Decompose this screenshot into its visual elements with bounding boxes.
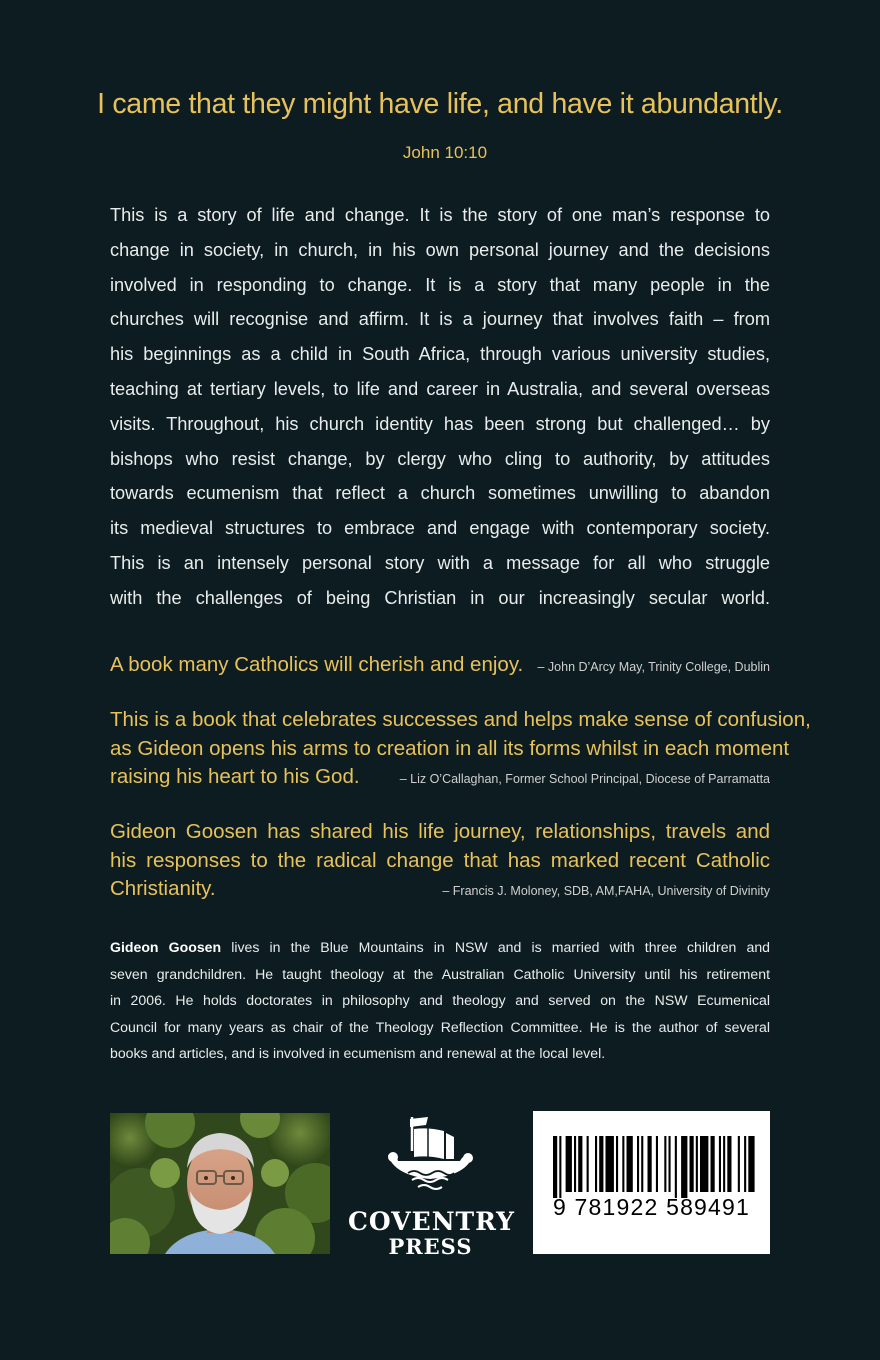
barcode-bar [599, 1136, 603, 1192]
blurb-line: its medieval structures to embrace and engage with contemporary society. [110, 518, 770, 539]
review-attribution: – Liz O’Callaghan, Former School Principal, Diocese of Parramatta [399, 772, 770, 786]
barcode-bar [711, 1136, 715, 1192]
book-blurb [110, 198, 770, 616]
publisher-logo [348, 1113, 513, 1258]
bio-line: Council for many years as chair of the Theology Reflection Committee. He is the author of several [110, 1018, 770, 1035]
blurb-line: with the challenges of being Christian in our increasingly secular world. [110, 587, 770, 608]
barcode-bar [627, 1136, 633, 1192]
blurb-line: churches will recognise and affirm. It is a journey that involves faith – from [110, 309, 770, 330]
barcode-bar [622, 1136, 624, 1192]
epigraph-quote: I came that they might have life, and have it abundantly. [97, 88, 783, 120]
barcode-bar [675, 1136, 677, 1198]
author-bio [110, 934, 770, 1067]
blurb-line: bishops who resist change, by clergy who cling to authority, by attitudes [110, 448, 770, 469]
blurb-line: towards ecumenism that reflect a church sometimes unwilling to abandon [110, 483, 770, 504]
barcode-bar [656, 1136, 658, 1192]
barcode-bar [595, 1136, 597, 1192]
review-text: Christianity. [110, 877, 216, 900]
barcode-bar [719, 1136, 721, 1192]
review-attribution: – John D’Arcy May, Trinity College, Dublin [537, 660, 770, 674]
barcode-bar [744, 1136, 746, 1192]
barcode-bar [696, 1136, 698, 1192]
barcode-bar [648, 1136, 652, 1192]
barcode-bar [578, 1136, 582, 1192]
review-text: raising his heart to his God. [110, 765, 360, 788]
blurb-line: his beginnings as a child in South Africa, through various university studies, [110, 344, 770, 365]
isbn-number: 9 781922 589491 [552, 1194, 751, 1220]
review-text: his responses to the radical change that has marked recent Catholic [110, 848, 770, 872]
review-text: Gideon Goosen has shared his life journey, relationships, travels and [110, 820, 770, 843]
barcode-bar [637, 1136, 639, 1192]
barcode-bar [606, 1136, 614, 1192]
barcode-bar [574, 1136, 576, 1192]
review-text: This is a book that celebrates successes and helps make sense of confusion, [110, 708, 811, 731]
blurb-line: visits. Throughout, his church identity has been strong but challenged… by [110, 413, 770, 434]
publisher-name-line2: PRESS [388, 1234, 473, 1259]
barcode-bar [566, 1136, 572, 1192]
bio-line [110, 934, 770, 961]
barcode-bar [681, 1136, 687, 1198]
barcode-bar [727, 1136, 731, 1192]
barcode-bar [616, 1136, 618, 1192]
blurb-line: teaching at tertiary levels, to life and career in Australia, and several overseas [110, 378, 770, 399]
blurb-line: change in society, in church, in his own personal journey and the decisions [110, 239, 770, 260]
author-photo [110, 1113, 330, 1254]
barcode-bar [553, 1136, 557, 1198]
review-3 [110, 818, 770, 906]
barcode-bar [587, 1136, 589, 1192]
barcode-bar [664, 1136, 666, 1192]
barcode-bar [748, 1136, 754, 1192]
barcode-bar [559, 1136, 561, 1198]
review-text: as Gideon opens his arms to creation in all its forms whilst in each moment [110, 736, 790, 760]
review-1 [110, 651, 770, 682]
barcode-bar [669, 1136, 671, 1192]
bio-line: in 2006. He holds doctorates in philosophy and theology and served on the NSW Ecumenical [110, 992, 770, 1008]
review-last-line [110, 651, 770, 682]
blurb-line: involved in responding to change. It is a story that many people in the [110, 274, 770, 295]
isbn-barcode [533, 1111, 770, 1254]
review-attribution: – Francis J. Moloney, SDB, AM,FAHA, University of Divinity [442, 884, 770, 898]
barcode-bar [690, 1136, 694, 1192]
bio-line: books and articles, and is involved in ecumenism and renewal at the local level. [110, 1045, 606, 1061]
review-2 [110, 706, 811, 794]
review-last-line [110, 875, 770, 906]
barcode-bar [723, 1136, 725, 1192]
blurb-line: This is an intensely personal story with a message for all who struggle [110, 552, 770, 573]
ship-icon [348, 1113, 513, 1203]
author-name: Gideon Goosen [110, 939, 222, 955]
bio-text: lives in the Blue Mountains in NSW and is married with three children and [221, 939, 770, 955]
review-text: A book many Catholics will cherish and enjoy. [110, 653, 524, 676]
blurb-line: This is a story of life and change. It is the story of one man’s response to [110, 205, 770, 225]
publisher-name-line1: COVENTRY [348, 1207, 515, 1236]
barcode-bars [533, 1111, 770, 1254]
barcode-bar [700, 1136, 708, 1192]
barcode-bar [641, 1136, 643, 1192]
epigraph-reference: John 10:10 [402, 143, 488, 162]
bio-line: seven grandchildren. He taught theology at the Australian Catholic University until his retirement [110, 965, 770, 982]
barcode-bar [738, 1136, 740, 1192]
review-last-line [110, 763, 770, 794]
